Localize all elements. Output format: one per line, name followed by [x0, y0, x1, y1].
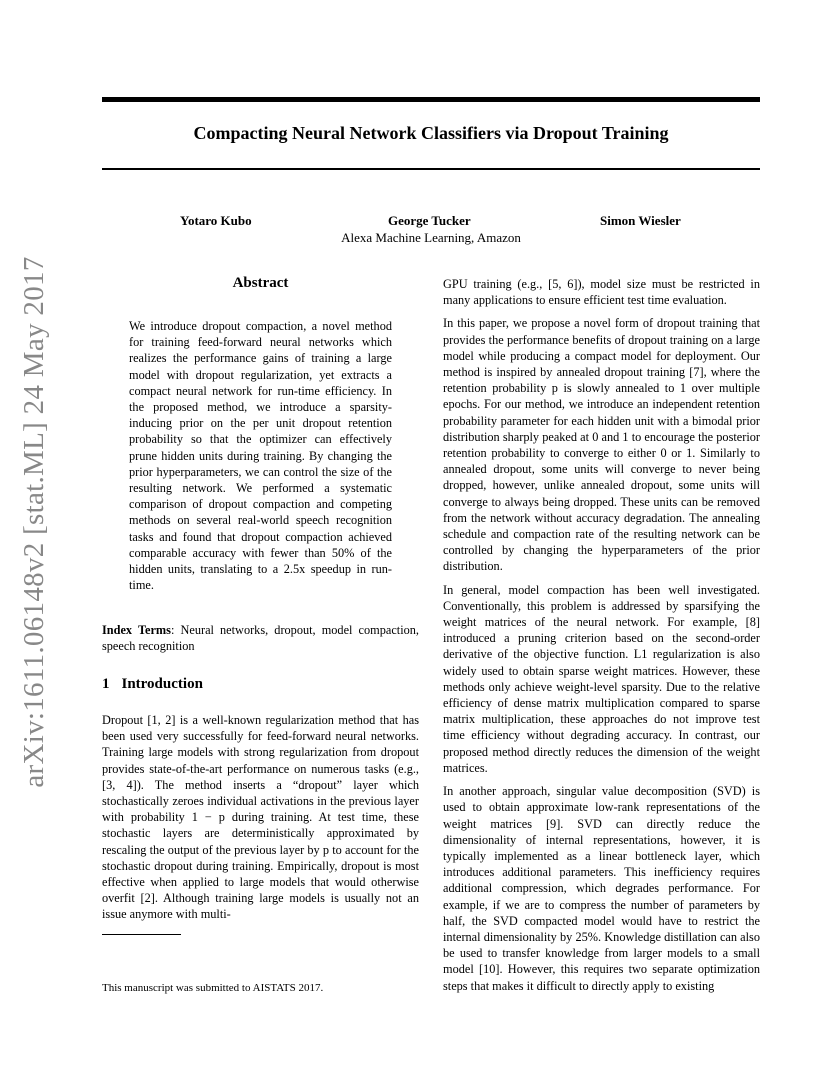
footnote: This manuscript was submitted to AISTATS 2017. — [102, 982, 324, 994]
author-1: Yotaro Kubo — [180, 213, 252, 228]
abstract-text: We introduce dropout compaction, a novel method for training feed-forward neural networks which realizes the performance gains of training a large model with dropout regularization, yet extracts a compact neural network for run-time efficiency. In the proposed method, we introduce a sparsity-inducing prior on the per unit dropout retention probability so that the optimizer can effectively prune hidden units during training. By changing the prior hyperparameters, we can control the size of the resulting network. We performed a systematic comparison of dropout compaction and competing methods on several real-world speech recognition tasks and found that dropout compaction achieved comparable accuracy with fewer than 50% of the hidden units, translating to a 2.5x speedup in run-time. — [129, 319, 392, 593]
section-number: 1 — [102, 676, 110, 692]
section-title: Introduction — [121, 676, 203, 692]
paragraph-proposal: In this paper, we propose a novel form of dropout training that provides the performance benefits of dropout training on a large model while producing a compact model for deployment. Our method is inspired by annealed dropout training [7], where the retention probability p is slowly annealed to 1 over multiple epochs. For our method, we introduce an independent retention probability parameter for each hidden unit with a bimodal prior distribution sharply peaked at 0 and 1 to encourage the posterior retention probability to converge to either 0 or 1. Similarly to annealed dropout, some units will converge to never being dropped, however, unlike annealed dropout, some units will converge to always being dropped. These units can be removed from the network without accuracy degradation. The annealing schedule and compaction rate of the resulting network can be controlled by changing the hyperparameters of the prior distribution. — [443, 316, 760, 574]
arxiv-identifier: arXiv:1611.06148v2 [stat.ML] 24 May 2017 — [18, 256, 50, 788]
index-terms-text: : Neural networks, dropout, model compaction, speech recognition — [102, 623, 419, 654]
paragraph-svd: In another approach, singular value decomposition (SVD) is used to obtain approximate low-rank representations of the weight matrices [9]. SVD can directly reduce the dimensionality of internal representations, however, it is typically implemented as a linear bottleneck layer, which introduces additional parameters. This inefficiency requires additional compression, which degrades performance. For example, if we are to compress the number of parameters by half, the SVD compacted model would have to restrict the internal dimensionality by 25%. Knowledge distillation can also be used to transfer knowledge from larger models to a small model [10]. However, this requires two separate optimization steps that makes it difficult to directly apply to existing — [443, 784, 760, 993]
title-bottom-rule — [102, 168, 760, 170]
affiliation: Alexa Machine Learning, Amazon — [341, 230, 521, 245]
section-heading — [102, 676, 203, 693]
paragraph-model-compaction: In general, model compaction has been well investigated. Conventionally, this problem is addressed by sparsifying the weight matrices of the neural network. For example, [8] introduced a pruning criterion based on the second-order derivative of the objective function. L1 regularization is also widely used to obtain sparse weight matrices. However, these methods only achieve weight-level sparsity. Due to the relative efficiency of dense matrix multiplication compared to sparse matrix multiplication, these approaches do not improve test time efficiency without degrading accuracy. In contrast, our proposed method directly reduces the dimension of the weight matrices. — [443, 582, 760, 775]
paper-title: Compacting Neural Network Classifiers via Dropout Training — [193, 123, 669, 143]
index-terms — [102, 622, 419, 654]
paragraph-continued: GPU training (e.g., [5, 6]), model size must be restricted in many applications to ensure efficient test time evaluation. — [443, 277, 760, 308]
top-rule — [102, 97, 760, 102]
author-2: George Tucker — [388, 213, 471, 228]
intro-paragraph: Dropout [1, 2] is a well-known regularization method that has been used very successfully for feed-forward neural networks. Training large models with strong regularization from dropout provides state-of-the-art performance on numerous tasks (e.g., [3, 4]). The method inserts a “dropout” layer which stochastically zeroes individual activations in the previous layer with probability 1 − p during training. At test time, these stochastic layers are deterministically approximated by rescaling the output of the previous layer by p to account for the stochastic dropout during training. Empirically, dropout is most effective when applied to large models that would otherwise overfit [2]. Although training large models is usually not an issue anymore with multi- — [102, 713, 419, 922]
abstract-heading: Abstract — [232, 275, 289, 291]
right-column — [443, 276, 760, 1001]
author-3: Simon Wiesler — [600, 213, 681, 228]
footnote-rule — [102, 934, 181, 935]
index-terms-label: Index Terms — [102, 623, 171, 637]
